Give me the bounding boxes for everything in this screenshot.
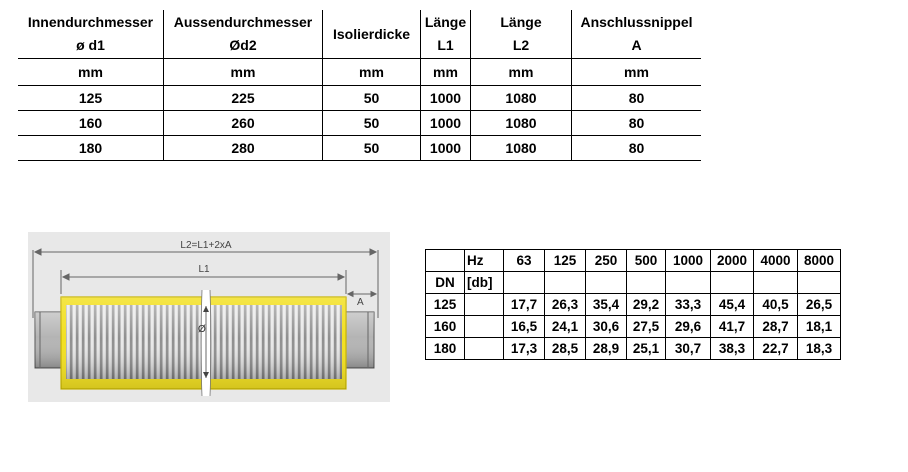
dn-cell: 125 xyxy=(426,294,465,316)
table-cell: 180 xyxy=(18,136,164,161)
table-cell: 1000 xyxy=(421,86,471,111)
empty-cell xyxy=(545,272,586,294)
table-cell: 35,4 xyxy=(586,294,627,316)
table-cell: 18,1 xyxy=(798,316,841,338)
header-outer-diameter: Aussendurchmesser Ød2 xyxy=(164,10,323,59)
table-row xyxy=(426,294,841,316)
table-cell: 30,6 xyxy=(586,316,627,338)
table-row xyxy=(426,338,841,360)
unit-cell: mm xyxy=(323,59,421,86)
frequency-header: 4000 xyxy=(754,250,798,272)
header-inner-diameter: Innendurchmesser ø d1 xyxy=(27,14,154,53)
table-cell: 1080 xyxy=(471,86,572,111)
dn-cell: 180 xyxy=(426,338,465,360)
empty-cell xyxy=(627,272,666,294)
table-cell: 40,5 xyxy=(754,294,798,316)
table-cell: 80 xyxy=(572,86,702,111)
unit-cell: mm xyxy=(471,59,572,86)
table-row xyxy=(426,316,841,338)
frequency-header: 63 xyxy=(504,250,545,272)
table-cell: 30,7 xyxy=(666,338,711,360)
a-label: A xyxy=(357,297,364,308)
frequency-header: 2000 xyxy=(711,250,754,272)
empty-cell xyxy=(465,316,504,338)
empty-cell xyxy=(465,338,504,360)
unit-cell: mm xyxy=(18,59,164,86)
frequency-header: 8000 xyxy=(798,250,841,272)
empty-cell xyxy=(711,272,754,294)
dn-cell: 160 xyxy=(426,316,465,338)
table-cell: 25,1 xyxy=(627,338,666,360)
dn-label: DN xyxy=(426,272,465,294)
header-length-l2: Länge L2 xyxy=(471,10,572,59)
table-cell: 225 xyxy=(164,86,323,111)
table-cell: 27,5 xyxy=(627,316,666,338)
table-cell: 41,7 xyxy=(711,316,754,338)
frequency-header: 1000 xyxy=(666,250,711,272)
empty-cell xyxy=(666,272,711,294)
nipple-right xyxy=(344,312,374,368)
empty-cell xyxy=(798,272,841,294)
header-insulation-thickness: Isolierdicke xyxy=(323,10,421,59)
frequency-header: 250 xyxy=(586,250,627,272)
table-cell: 17,3 xyxy=(504,338,545,360)
table-cell: 29,6 xyxy=(666,316,711,338)
table-cell: 1080 xyxy=(471,136,572,161)
table-row xyxy=(18,136,701,161)
silencer-drawing xyxy=(28,232,390,402)
table-cell: 16,5 xyxy=(504,316,545,338)
table-cell: 18,3 xyxy=(798,338,841,360)
table-cell: 80 xyxy=(572,111,702,136)
dn-label-row xyxy=(426,272,841,294)
sound-attenuation-table xyxy=(425,249,841,360)
table-cell: 17,7 xyxy=(504,294,545,316)
table-cell: 1000 xyxy=(421,111,471,136)
frequency-header-row xyxy=(426,250,841,272)
hz-label: Hz xyxy=(465,250,504,272)
table-cell: 26,5 xyxy=(798,294,841,316)
dimensions-table xyxy=(18,10,701,161)
diameter-label: Ø xyxy=(198,324,206,335)
empty-cell xyxy=(465,294,504,316)
frequency-header: 500 xyxy=(627,250,666,272)
unit-cell: mm xyxy=(421,59,471,86)
table-cell: 29,2 xyxy=(627,294,666,316)
table-cell: 26,3 xyxy=(545,294,586,316)
break-gap xyxy=(201,290,211,396)
table-cell: 50 xyxy=(323,111,421,136)
dimensions-header-row xyxy=(18,10,701,59)
table-cell: 38,3 xyxy=(711,338,754,360)
empty-cell xyxy=(754,272,798,294)
unit-cell: mm xyxy=(572,59,702,86)
table-row xyxy=(18,111,701,136)
table-row xyxy=(18,86,701,111)
table-cell: 45,4 xyxy=(711,294,754,316)
table-cell: 28,5 xyxy=(545,338,586,360)
frequency-header: 125 xyxy=(545,250,586,272)
l1-label: L1 xyxy=(198,264,210,275)
table-cell: 125 xyxy=(18,86,164,111)
table-cell: 50 xyxy=(323,86,421,111)
empty-cell xyxy=(426,250,465,272)
table-cell: 280 xyxy=(164,136,323,161)
table-cell: 28,7 xyxy=(754,316,798,338)
dimensions-unit-row xyxy=(18,59,701,86)
table-cell: 24,1 xyxy=(545,316,586,338)
empty-cell xyxy=(504,272,545,294)
nipple-left xyxy=(35,312,63,368)
table-cell: 160 xyxy=(18,111,164,136)
db-label: [db] xyxy=(465,272,504,294)
empty-cell xyxy=(586,272,627,294)
table-cell: 260 xyxy=(164,111,323,136)
table-cell: 1080 xyxy=(471,111,572,136)
header-length-l1: Länge L1 xyxy=(421,10,471,59)
table-cell: 80 xyxy=(572,136,702,161)
table-cell: 50 xyxy=(323,136,421,161)
table-cell: 28,9 xyxy=(586,338,627,360)
header-connection-nipple: Anschlussnippel A xyxy=(572,10,702,59)
unit-cell: mm xyxy=(164,59,323,86)
table-cell: 1000 xyxy=(421,136,471,161)
table-cell: 22,7 xyxy=(754,338,798,360)
total-length-label: L2=L1+2xA xyxy=(180,240,232,251)
table-cell: 33,3 xyxy=(666,294,711,316)
